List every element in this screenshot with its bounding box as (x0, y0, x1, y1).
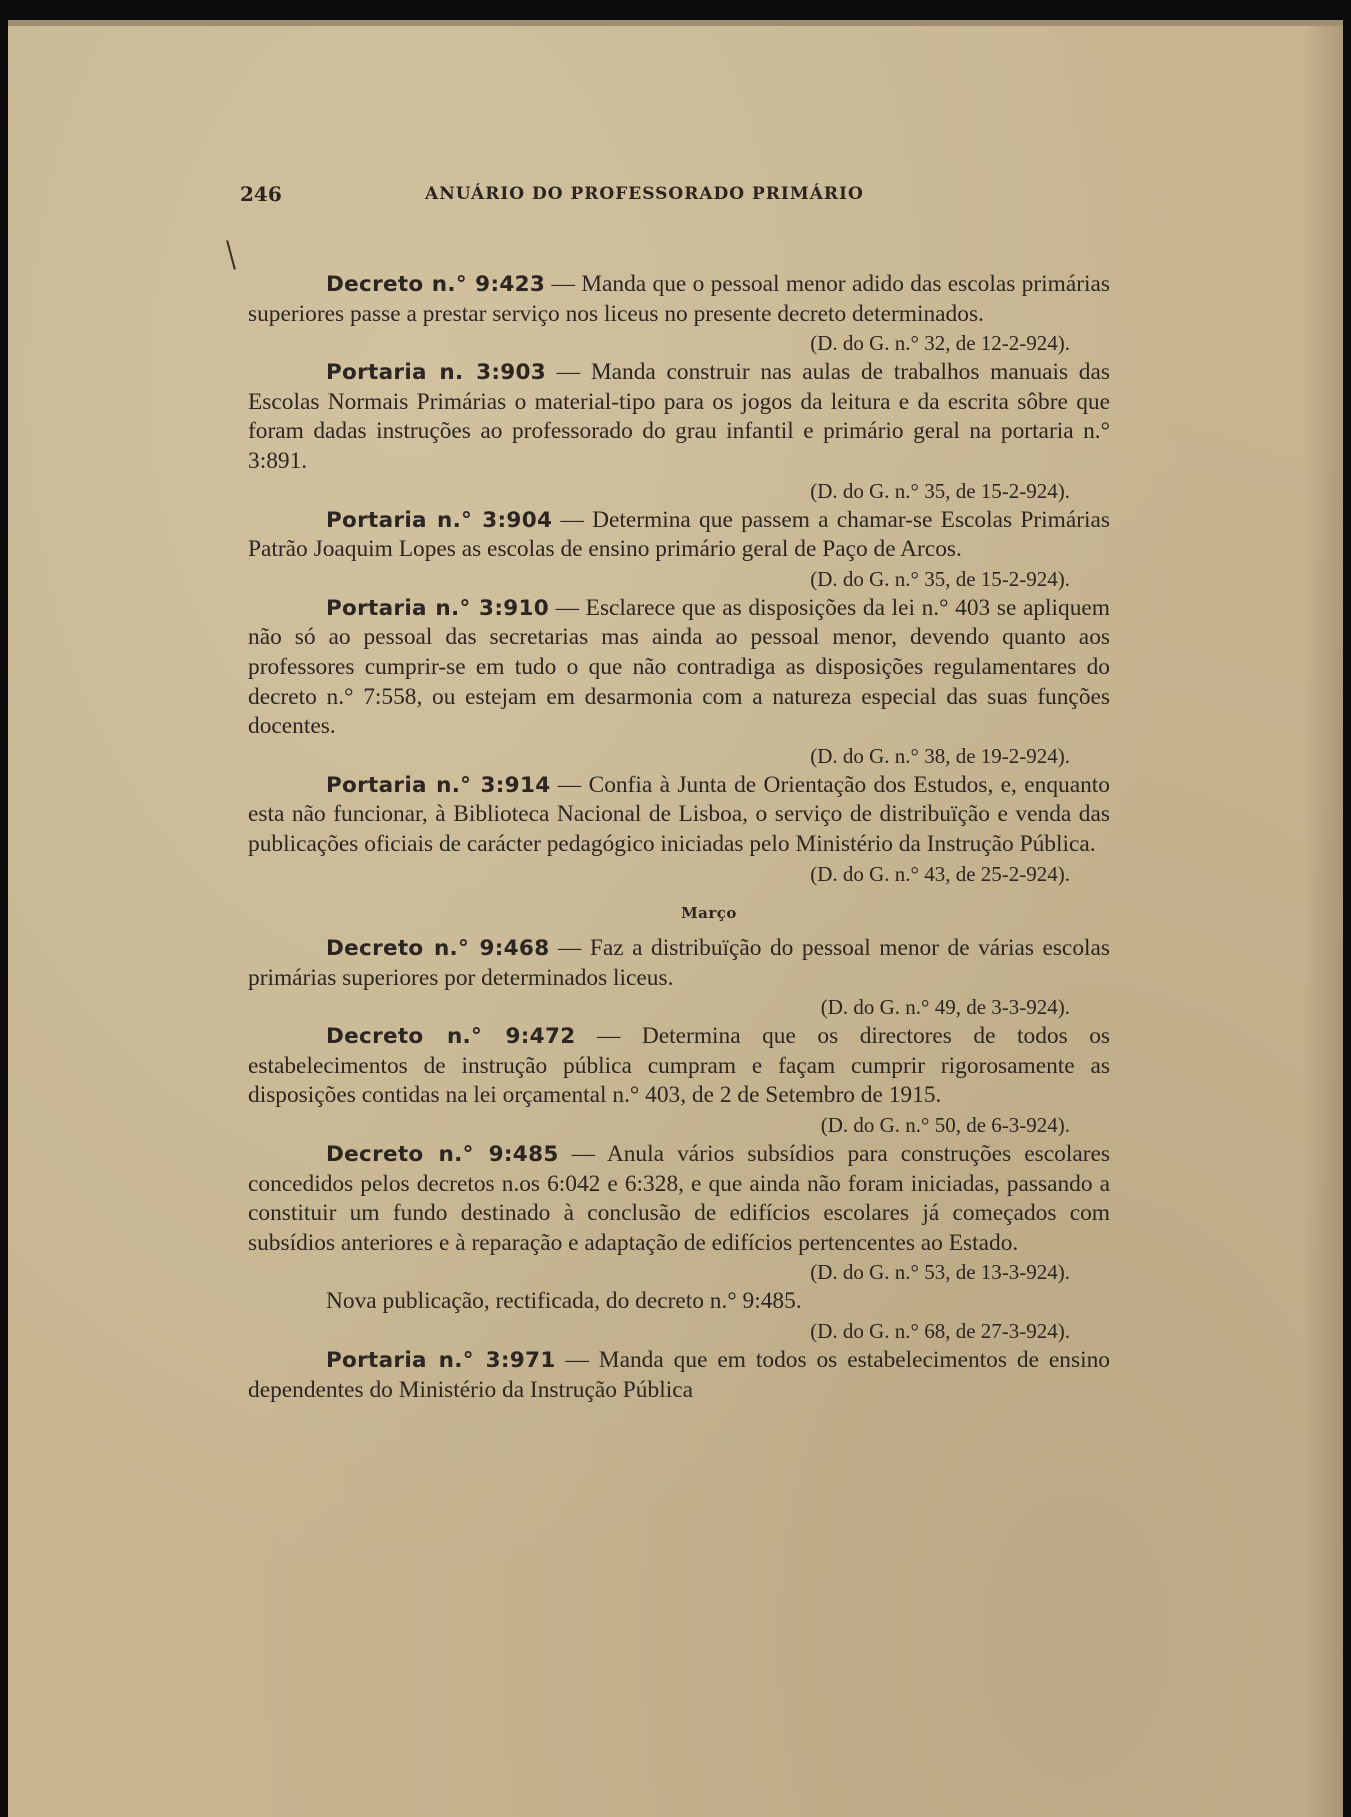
entry-ref: (D. do G. n.° 43, de 25-2-924). (810, 861, 1070, 886)
body-text (248, 270, 1110, 1405)
entry-kind: Decreto n.° 9:423 (326, 272, 546, 297)
month-heading: Março (681, 903, 737, 922)
entry-ref: (D. do G. n.° 49, de 3-3-924). (820, 995, 1070, 1020)
entry (248, 1346, 1110, 1405)
entry-kind: Decreto n.° 9:468 (326, 936, 550, 962)
entry (248, 270, 1110, 358)
entry-text: — Determina que passem a chamar-se Escolas Primárias Patrão Joaquim Lopes as escolas de ensino primário geral de Paço de Arcos. (248, 506, 1110, 563)
note-entry (248, 1287, 1110, 1346)
page-number: 246 (240, 182, 282, 206)
page-edge-shadow (1303, 26, 1343, 1817)
entry (248, 771, 1110, 889)
entry-text: — Manda que o pessoal menor adido das escolas primárias superiores passe a prestar serviço nos liceus no presente decreto determinados. (248, 271, 1110, 327)
entry (248, 358, 1110, 505)
entry (248, 1140, 1110, 1287)
entry-ref: (D. do G. n.° 53, de 13-3-924). (810, 1260, 1070, 1285)
entry-kind: Portaria n. 3:903 (326, 360, 547, 386)
entry (248, 1022, 1110, 1140)
entry-kind: Decreto n.° 9:472 (326, 1024, 576, 1050)
entry-ref: (D. do G. n.° 38, de 19-2-924). (810, 743, 1070, 768)
entry-kind: Portaria n.° 3:904 (326, 507, 553, 533)
entry (248, 594, 1110, 771)
entry-kind: Portaria n.° 3:971 (326, 1348, 556, 1374)
entry-text: — Confia à Junta de Orientação dos Estudos, e, enquanto esta não funcionar, à Biblioteca Nacional de Lisboa, o serviço de distribuïção e venda das publicações oficiais de carácter pedagógico iniciadas pelo Ministério da Instrução Pública. (248, 771, 1110, 857)
entry-ref: (D. do G. n.° 35, de 15-2-924). (810, 566, 1070, 591)
entry-text: — Manda construir nas aulas de trabalhos manuais das Escolas Normais Primárias o material-tipo para os jogos da leitura e da escrita sôbre que foram dadas instruções ao professorado do grau infantil e primário geral na portaria n.° 3:891. (248, 359, 1110, 474)
entry-ref: (D. do G. n.° 32, de 12-2-924). (810, 331, 1070, 356)
entry-text: — Esclarece que as disposições da lei n.° 403 se apliquem não só ao pessoal das secretarias mas ainda ao pessoal menor, devendo quanto aos professores cumprir-se em tudo o que não contradiga as disposições regulamentares do decreto n.° 7:558, ou estejam em desarmonia com a natureza especial das suas funções docentes. (248, 594, 1110, 740)
note-text: Nova publicação, rectificada, do decreto n.° 9:485. (326, 1288, 802, 1315)
entry-text: — Manda que em todos os estabelecimentos de ensino dependentes do Ministério da Instrução Pública (248, 1347, 1110, 1403)
entry-kind: Portaria n.° 3:910 (326, 595, 549, 621)
entry-kind: Portaria n.° 3:914 (326, 772, 551, 798)
note-ref: (D. do G. n.° 68, de 27-3-924). (810, 1319, 1070, 1344)
entry-text: — Faz a distribuïção do pessoal menor de várias escolas primárias superiores por determinados liceus. (248, 935, 1110, 991)
entry-kind: Decreto n.° 9:485 (326, 1142, 559, 1168)
running-title: ANUÁRIO DO PROFESSORADO PRIMÁRIO (425, 184, 864, 204)
entry (248, 934, 1110, 1022)
entry (248, 506, 1110, 594)
entry-ref: (D. do G. n.° 50, de 6-3-924). (820, 1113, 1070, 1138)
entry-text: — Determina que os directores de todos os estabelecimentos de instrução pública cumpram e façam cumprir rigorosamente as disposições contidas na lei orçamental n.° 403, de 2 de Setembro de 1915. (248, 1023, 1110, 1109)
entry-ref: (D. do G. n.° 35, de 15-2-924). (810, 478, 1070, 503)
entry-text: — Anula vários subsídios para construções escolares concedidos pelos decretos n.os 6:042 e 6:328, e que ainda não foram iniciadas, passando a constituir um fundo destinado à conclusão de edifícios escolares já começados com subsídios anteriores e à reparação e adaptação de edifícios pertencentes ao Estado. (248, 1141, 1110, 1256)
